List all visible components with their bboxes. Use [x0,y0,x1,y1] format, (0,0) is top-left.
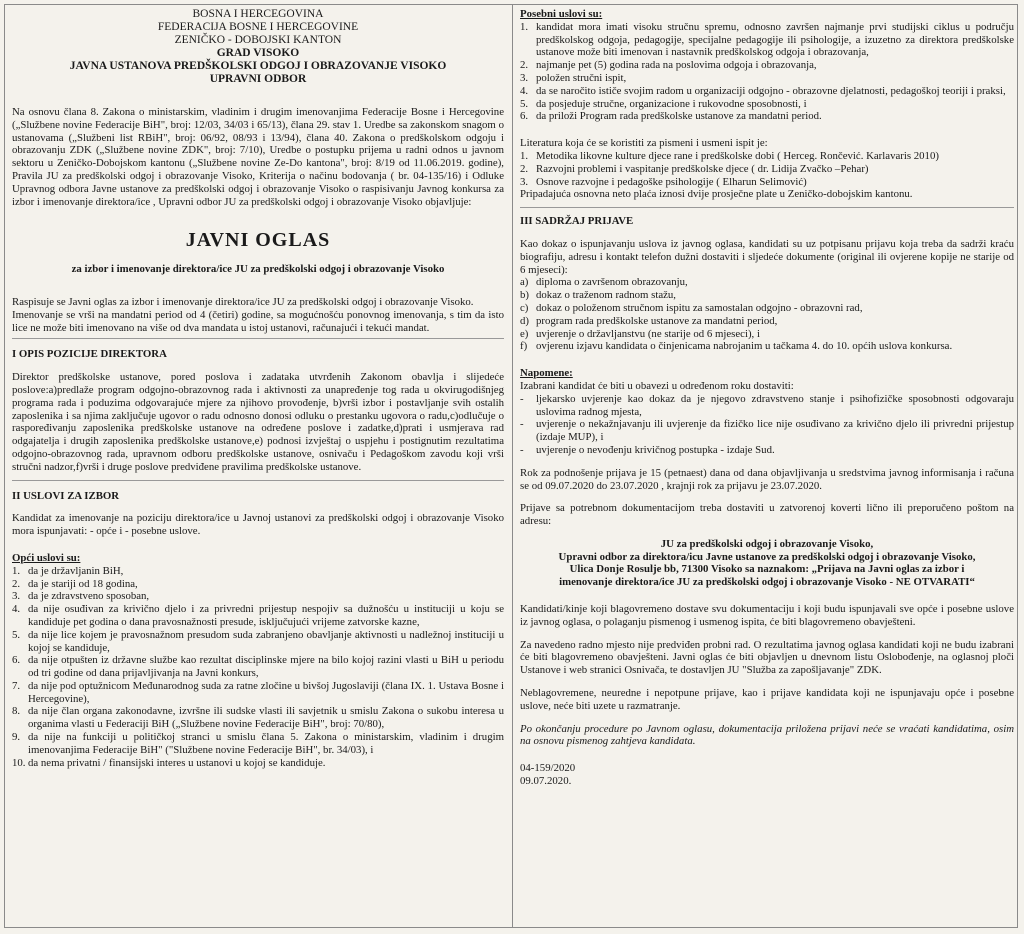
header-line: FEDERACIJA BOSNE I HERCEGOVINE [157,21,359,33]
list-item: 4. da se naročito ističe svojim radom u organizaciji odgojno - obrazovne djelatnosti, pedagoškoj teoriji i praksi, [520,84,1006,97]
announce-paragraph: Imenovanje se vrši na mandatni period od 4 (četiri) godine, sa mogućnošću ponovnog imenovanja, s tim da isto lice ne može biti imenovano na više od dva mandata u istoj ustanovi, računajući i tekući mandat. [12,308,504,334]
list-item: - uvjerenje o nevođenju krivičnog postupka - izdaje Sud. [520,443,775,456]
list-item: d) program rada predškolske ustanove za mandatni period, [520,314,778,327]
info-paragraph: Za navedeno radno mjesto nije predviđen probni rad. O rezultatima javnog oglasa kandidati koji ne budu izabrani će biti blagovremeno obavješteni. Javni oglas će biti objavljen u dnevnom listu Oslobođenje, na oglasnoj ploči Ustanove i web stranici Osnivača, te dostavljen JU "Služba za zapošljavanje" ZDK. [520,638,1014,677]
literature-list [520,150,1014,188]
list-item: 5. da posjeduje stručne, organizacione i rukovodne sposobnosti, i [520,97,807,110]
section-text: Kao dokaz o ispunjavanju uslova iz javnog oglasa, kandidati su uz potpisanu prijavu koja treba da sadrži kraću biografiju, adresu i kontakt telefon dužni dostaviti i sljedeće dokumente (original ili ovjerene kopije ne starije od 6 mjeseci): [520,237,1014,276]
address-line: JU za predškolski odgoj i obrazovanje Visoko, [660,537,874,550]
list-item: - uvjerenje o nekažnjavanju ili uvjerenje da fizičko lice nije osuđivano za krivično djelo ili privredni prijestup (izdaje MUP), i [520,418,1014,444]
list-item: 4. da nije osuđivan za krivično djelo i za privredni prijestup nespojiv sa dužnošću u instituciji u koju se kandiduje pet godina o dana pravosnažnosti presude, isključujući vrijeme zatvorske kazne, [12,603,504,628]
reference-number: 04-159/2020 [520,762,576,775]
list-item: 1. da je državljanin BiH, [12,564,124,577]
header-line: ZENIČKO - DOBOJSKI KANTON [174,34,342,46]
list-item: b) dokaz o traženom radnom stažu, [520,289,677,302]
general-heading: Opći uslovi su: [12,551,81,564]
list-item: 7. da nije pod optužnicom Međunarodnog suda za ratne zločine u bivšoj Jugoslaviji (člana IX. 1. Ustava Bosne i Hercegovine), [12,679,504,705]
left-column [12,8,504,769]
document-subtitle: za izbor i imenovanje direktora/ice JU za predškolski odgoj i obrazovanje Visoko [71,263,445,276]
section-heading: III SADRŽAJ PRIJAVE [520,215,634,228]
letterhead [12,8,504,86]
section-text: Direktor predškolske ustanove, pored poslova i zadataka utvrđenih Zakonom obavlja i slijedeće poslove:a)predlaže program odgojno-obrazovnog rada i aktivnosti za unapređenje tog rada u okvirugodišnjeg programa rada i poduzima odgovarajuće mjere za njihovo provođenje, b)vrši izbor i postavljanje svih ostalih zaposlenika i sa njima zaključuje ugovor o radu odnosno donosi odluku o prestanku ugovora o radu,c)odlučuje o raspoređivanju zaposlenika predškolske ustanove na određene poslove i zadatke,d)prati i usmjerava rad odgajatelja i drugih zaposlenika predškolske ustanove,e) podnosi izvještaj o uspjehu i postignutim rezultatima odgojno-obrazovnog rada, upravnom odboru predškolske ustanove, osnivaču i Pedagoškom zavodu koji vrši stručni nadzor,f)vrši i druge poslove predviđene pravilima predškolske ustanove. [12,371,504,473]
list-item: - ljekarsko uvjerenje kao dokaz da je njegovo zdravstveno stanje i psihofizičke sposobnosti odgovaraju uslovima radnog mjesta, [520,392,1014,418]
list-item: 10. da nema privatni / finansijski interes u ustanovi u kojoj se kandiduje. [12,756,326,769]
list-item: c) dokaz o položenom stručnom ispitu za samostalan odgojno - obrazovni rad, [520,301,863,314]
note-intro: Izabrani kandidat će biti u obavezi u određenom roku dostaviti: [520,379,794,392]
header-line: GRAD VISOKO [216,47,300,59]
column-divider [512,4,513,928]
list-item: f) ovjerenu izjavu kandidata o činjenicama nabrojanim u tačkama 4. do 10. općih uslova konkursa. [520,340,953,353]
list-item: 6. da priloži Program rada predškolske ustanove za mandatni period. [520,110,822,123]
list-item: 2. da je stariji od 18 godina, [12,577,138,590]
address-block [520,538,1014,589]
address-line: imenovanje direktora/ice JU za predškolski odgoj i obrazovanje Visoko - NE OTVARATI“ [559,576,975,589]
list-item: 3. Osnove razvojne i pedagoške psihologije ( Elharun Selimović) [520,175,807,188]
section-heading: I OPIS POZICIJE DIREKTORA [12,348,167,361]
list-item: 9. da nije na funkciji u političkoj stranci u smislu člana 5. Zakona o ministarskim, vladinim i drugim imenovanjima Federacije BiH" ("Službene novine Federacije BiH", br. 34/03), i [12,731,504,756]
list-item: a) diploma o završenom obrazovanju, [520,276,688,289]
address-line: Ulica Donje Rosulje bb, 71300 Visoko sa naznakom: „Prijava na Javni oglas za izbor i [569,563,965,576]
list-item: e) uvjerenje o državljanstvu (ne starije od 6 mjeseci), i [520,327,760,340]
document-date: 09.07.2020. [520,775,572,788]
address-line: Upravni odbor za direktora/icu Javne ustanove za predškolski odgoj i obrazovanje Visoko, [558,550,976,563]
list-item: 2. najmanje pet (5) godina rada na poslovima odgoja i obrazovanja, [520,59,817,72]
note-heading: Napomene: [520,367,573,380]
special-conditions-list [520,21,1014,123]
closing-paragraph: Po okončanju procedure po Javnom oglasu, dokumentacija priložena prijavi neće se vraćati kandidatima, osim na osnovu pismenog zahtjeva kandidata. [520,722,1014,748]
section-heading: II USLOVI ZA IZBOR [12,489,120,502]
document-title: JAVNI OGLAS [185,229,331,252]
list-item: 3. da je zdravstveno sposoban, [12,590,150,603]
section-text: Kandidat za imenovanje na poziciju direktora/ice u Javnoj ustanovi za predškolski odgoj i obrazovanje Visoko mora ispunjavati: - opće i - posebne uslove. [12,512,504,538]
special-heading: Posebni uslovi su: [520,8,603,20]
announce-paragraph: Raspisuje se Javni oglas za izbor i imenovanje direktora/ice JU za predškolski odgoj i obrazovanje Visoko. [12,295,474,308]
info-paragraph: Kandidati/kinje koji blagovremeno dostave svu dokumentaciju i koji budu ispunjavali sve opće i posebne uslove iz javnog oglasa, o polaganju pismenog i usmenog ispita, će biti blagovremeno obavješteni. [520,603,1014,628]
header-line: JAVNA USTANOVA PREDŠKOLSKI ODGOJ I OBRAZOVANJE VISOKO [69,60,447,72]
header-line: BOSNA I HERCEGOVINA [192,8,324,20]
literature-intro: Literatura koja će se koristiti za pismeni i usmeni ispit je: [520,137,768,150]
deadline-text: Rok za podnošenje prijava je 15 (petnaest) dana od dana objavljivanja u sredstvima javnog informisanja i računa se od 09.07.2020 do 23.07.2020 , krajnji rok za prijavu je 23.07.2020. [520,466,1014,492]
note-list [520,393,1014,457]
documents-list [520,276,1014,353]
salary-text: Pripadajuća osnovna neto plaća iznosi dvije prosječne plate u Zeničko-dobojskim kantonu. [520,188,913,201]
list-item: 3. položen stručni ispit, [520,71,627,84]
list-item: 8. da nije član organa zakonodavne, izvršne ili sudske vlasti ili savjetnik u smislu Zakona o sukobu interesa u organima vlasti u Federaciji BiH („Službene novine Federacije BiH", broj: 70/80), [12,705,504,731]
intro-paragraph: Na osnovu člana 8. Zakona o ministarskim, vladinim i drugim imenovanjima Federacije Bosne i Hercegovine („Službene novine Federacije BiH", broj: 12/03, 34/03 i 65/13), člana 29. stav 1. Uredbe sa zakonskom snagom o ustanovama („Službeni list RBiH", broj: 06/92, 08/93 i 13/94), člana 40. Zakona o predškolskom odgoju i obrazovanju ZDK („Službene novine ZDK", broj: 7/10), Uredbe o postupku prijema u radni odnos u javnom sektoru u Zeničko-Dobojskom kantonu („Službene novine Ze-Do kantona", broj: 8/19 od 11.06.2019. godine), Pravila JU za predškolski odgoj i obrazovanje Visoko, Kriterija o načinu bodovanja ( br. 04-135/16) i Odluke Upravnog odbora Javne ustanove za predškolski odgoj i obrazovanje Visoko o raspisivanju Javnog konkursa za izbor i imenovanje direktora/ice , Upravni odbor JU za predškolski odgoj i obrazovanje Visoko objavljuje: [12,106,504,208]
list-item: 1. kandidat mora imati visoku stručnu spremu, odnosno završen najmanje prvi studijski ciklus u području predškolskog odgoja, pedagogije, specijalne pedagogije ili psihologije, a izuzetno za direktora predškolske ustanove može biti imenovan i nastavnik predškolskog odgoja i obrazovanja, [520,20,1014,59]
list-item: 1. Metodika likovne kulture djece rane i predškolske dobi ( Herceg. Rončević. Karlavaris 2010) [520,149,939,162]
list-item: 2. Razvojni problemi i vaspitanje predškolske djece ( dr. Lidija Zvačko –Pehar) [520,162,869,175]
list-item: 6. da nije otpušten iz državne službe kao rezultat disciplinske mjere na bilo kojoj razini vlasti u BiH u periodu od tri godine od dana prijavljivanja na Javni konkurs, [12,654,504,680]
general-conditions-list [12,565,504,770]
info-paragraph: Neblagovremene, neuredne i nepotpune prijave, kao i prijave kandidata koji ne ispunjavaju opće i posebne uslove, neće biti uzete u razmatranje. [520,687,1014,712]
header-line: UPRAVNI ODBOR [209,73,307,85]
list-item: 5. da nije lice kojem je pravosnažnom presudom suda zabranjeno obavljanje aktivnosti u nadležnoj instituciji u kojoj se kandiduje, [12,628,504,654]
submit-text: Prijave sa potrebnom dokumentacijom treba dostaviti u zatvorenoj koverti lično ili preporučeno poštom na adresu: [520,502,1014,528]
right-column [520,8,1014,788]
